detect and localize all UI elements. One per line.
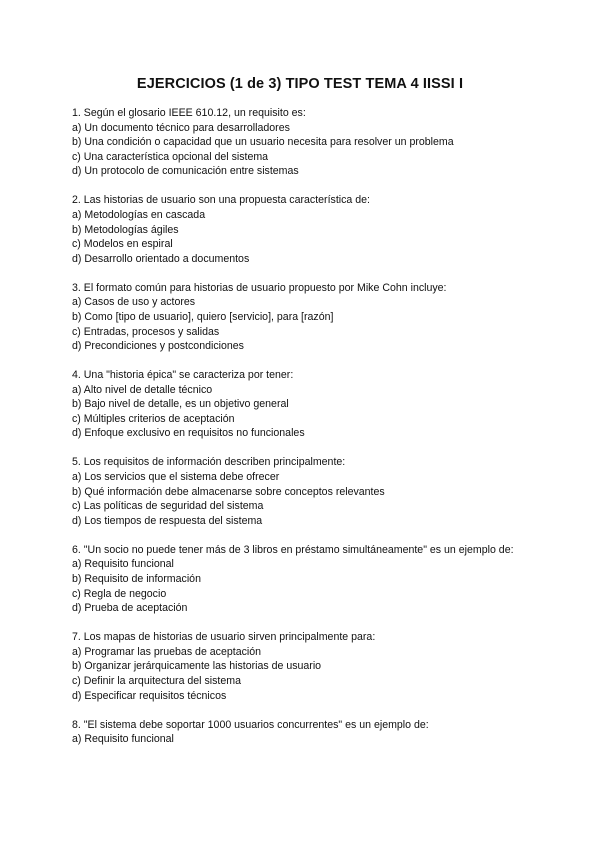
option-d: d) Un protocolo de comunicación entre sistemas: [72, 165, 299, 178]
option-d: d) Especificar requisitos técnicos: [72, 689, 227, 702]
option-b: b) Una condición o capacidad que un usuario necesita para resolver un problema: [72, 136, 454, 149]
question-text: 2. Las historias de usuario son una propuesta característica de:: [72, 194, 370, 207]
option-a: a) Programar las pruebas de aceptación: [72, 645, 262, 658]
question-5: [72, 455, 552, 528]
option-c: c) Las políticas de seguridad del sistema: [72, 500, 264, 513]
option-a: a) Los servicios que el sistema debe ofrecer: [72, 471, 280, 484]
question-list: [72, 106, 552, 761]
option-a: a) Alto nivel de detalle técnico: [72, 383, 213, 396]
option-b: b) Qué información debe almacenarse sobre conceptos relevantes: [72, 485, 385, 498]
option-b: b) Requisito de información: [72, 572, 201, 585]
option-a: a) Requisito funcional: [72, 558, 174, 571]
option-c: c) Regla de negocio: [72, 587, 167, 600]
question-text: 5. Los requisitos de información describen principalmente:: [72, 456, 346, 469]
question-text: 6. "Un socio no puede tener más de 3 libros en préstamo simultáneamente" es un ejemplo de:: [72, 543, 514, 556]
option-c: c) Múltiples criterios de aceptación: [72, 412, 235, 425]
option-a: a) Metodologías en cascada: [72, 208, 206, 221]
option-c: c) Definir la arquitectura del sistema: [72, 674, 241, 687]
question-3: [72, 281, 552, 354]
question-text: 3. El formato común para historias de usuario propuesto por Mike Cohn incluye:: [72, 281, 447, 294]
question-text: 4. Una "historia épica" se caracteriza por tener:: [72, 369, 294, 382]
question-text: 1. Según el glosario IEEE 610.12, un requisito es:: [72, 107, 306, 119]
option-d: d) Precondiciones y postcondiciones: [72, 340, 244, 353]
option-c: c) Modelos en espiral: [72, 238, 173, 251]
option-b: b) Como [tipo de usuario], quiero [servicio], para [razón]: [72, 310, 334, 323]
option-d: d) Los tiempos de respuesta del sistema: [72, 514, 263, 527]
option-d: d) Desarrollo orientado a documentos: [72, 252, 250, 265]
question-7: [72, 630, 552, 703]
page-title: EJERCICIOS (1 de 3) TIPO TEST TEMA 4 IISSI I: [136, 76, 464, 92]
option-b: b) Metodologías ágiles: [72, 223, 179, 236]
question-text: 8. "El sistema debe soportar 1000 usuarios concurrentes" es un ejemplo de:: [72, 718, 429, 731]
option-b: b) Bajo nivel de detalle, es un objetivo general: [72, 398, 289, 411]
option-d: d) Enfoque exclusivo en requisitos no funcionales: [72, 427, 305, 440]
option-a: a) Un documento técnico para desarrolladores: [72, 121, 290, 134]
question-1: [72, 106, 552, 179]
option-a: a) Casos de uso y actores: [72, 296, 196, 309]
question-text: 7. Los mapas de historias de usuario sirven principalmente para:: [72, 631, 376, 644]
option-d: d) Prueba de aceptación: [72, 602, 188, 615]
question-8: [72, 718, 552, 747]
question-2: [72, 193, 552, 266]
question-4: [72, 368, 552, 441]
option-c: c) Entradas, procesos y salidas: [72, 325, 220, 338]
question-6: [72, 543, 552, 616]
option-a: a) Requisito funcional: [72, 733, 174, 746]
option-c: c) Una característica opcional del sistema: [72, 150, 269, 163]
option-b: b) Organizar jerárquicamente las historias de usuario: [72, 660, 322, 673]
